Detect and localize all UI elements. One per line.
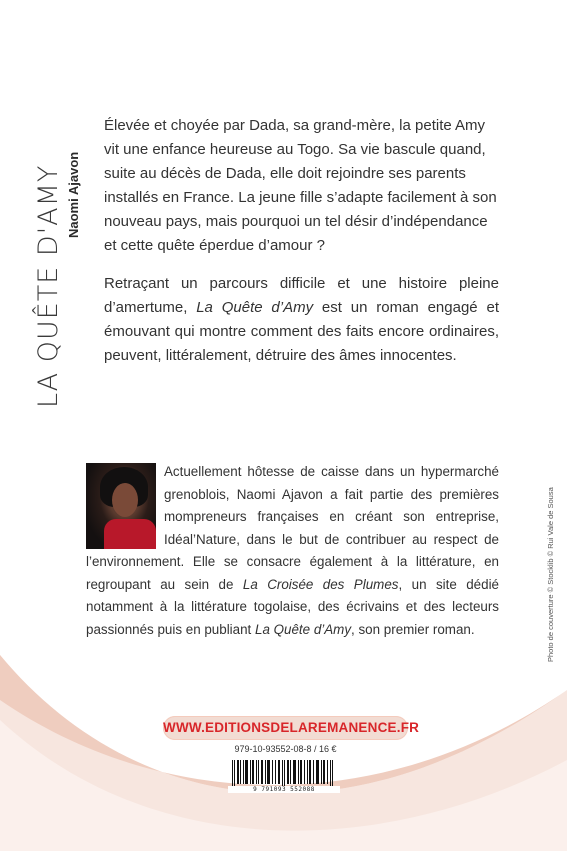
book-title-italic: La Quête d’Amy: [196, 299, 314, 316]
bio-text: , un site dédié notamment à la littérature togolaise, des écrivains et des lecteurs passionnés puis en publiant: [86, 576, 499, 637]
author-name: Naomi Ajavon: [66, 151, 81, 238]
photo-face: [112, 483, 138, 517]
bio-text: Actuellement hôtesse de caisse dans un hypermarché grenoblois, Naomi Ajavon a fait partie des premières mompreneurs françaises en créant son entreprise, Idéal’Nature, dans le but de contribuer au respect de l’environnement. Elle se consacre également à la littérature, en regroupant au sein de: [86, 464, 499, 592]
blurb-paragraph-1: Élevée et choyée par Dada, sa grand-mère, la petite Amy vit une enfance heureuse au Togo. Sa vie bascule quand, suite au décès de Dada, elle doit rejoindre ses parents installés en France. La jeune fille s’adapte facilement à son nouveau pays, mais pourquoi un tel désir d’indépendance et cette quête éperdue d’amour ?: [104, 117, 497, 254]
site-name: La Croisée des Plumes: [242, 576, 399, 592]
barcode: [228, 760, 340, 794]
book-title: LA QUÊTE D'AMY: [33, 164, 64, 408]
photo-shirt: [104, 519, 156, 549]
photo-credit: Photo de couverture © Stocklib © Rui Vale de Sousa: [546, 487, 555, 662]
isbn-price: 979-10-93552-08-8 / 16 €: [234, 744, 337, 754]
book-title-italic: La Quête d’Amy: [255, 621, 352, 637]
blurb-text: Retraçant un parcours difficile et une histoire pleine d’amertume,: [104, 275, 499, 316]
blurb-text: est un roman engagé et émouvant qui montre comment des faits encore ordinaires, peuvent, littéralement, détruire des âmes innocentes.: [104, 299, 499, 364]
barcode-bars: [228, 760, 340, 788]
author-bio: [86, 461, 499, 641]
publisher-website-link[interactable]: WWW.EDITIONSDELAREMANENCE.FR: [163, 716, 408, 740]
blurb-paragraph-2: [104, 272, 499, 368]
spine-block: [34, 118, 84, 408]
blurb: [104, 114, 499, 382]
bio-text: , son premier roman.: [351, 621, 475, 637]
barcode-digits: 9 791093 552088: [228, 786, 340, 793]
author-photo: [86, 463, 156, 549]
